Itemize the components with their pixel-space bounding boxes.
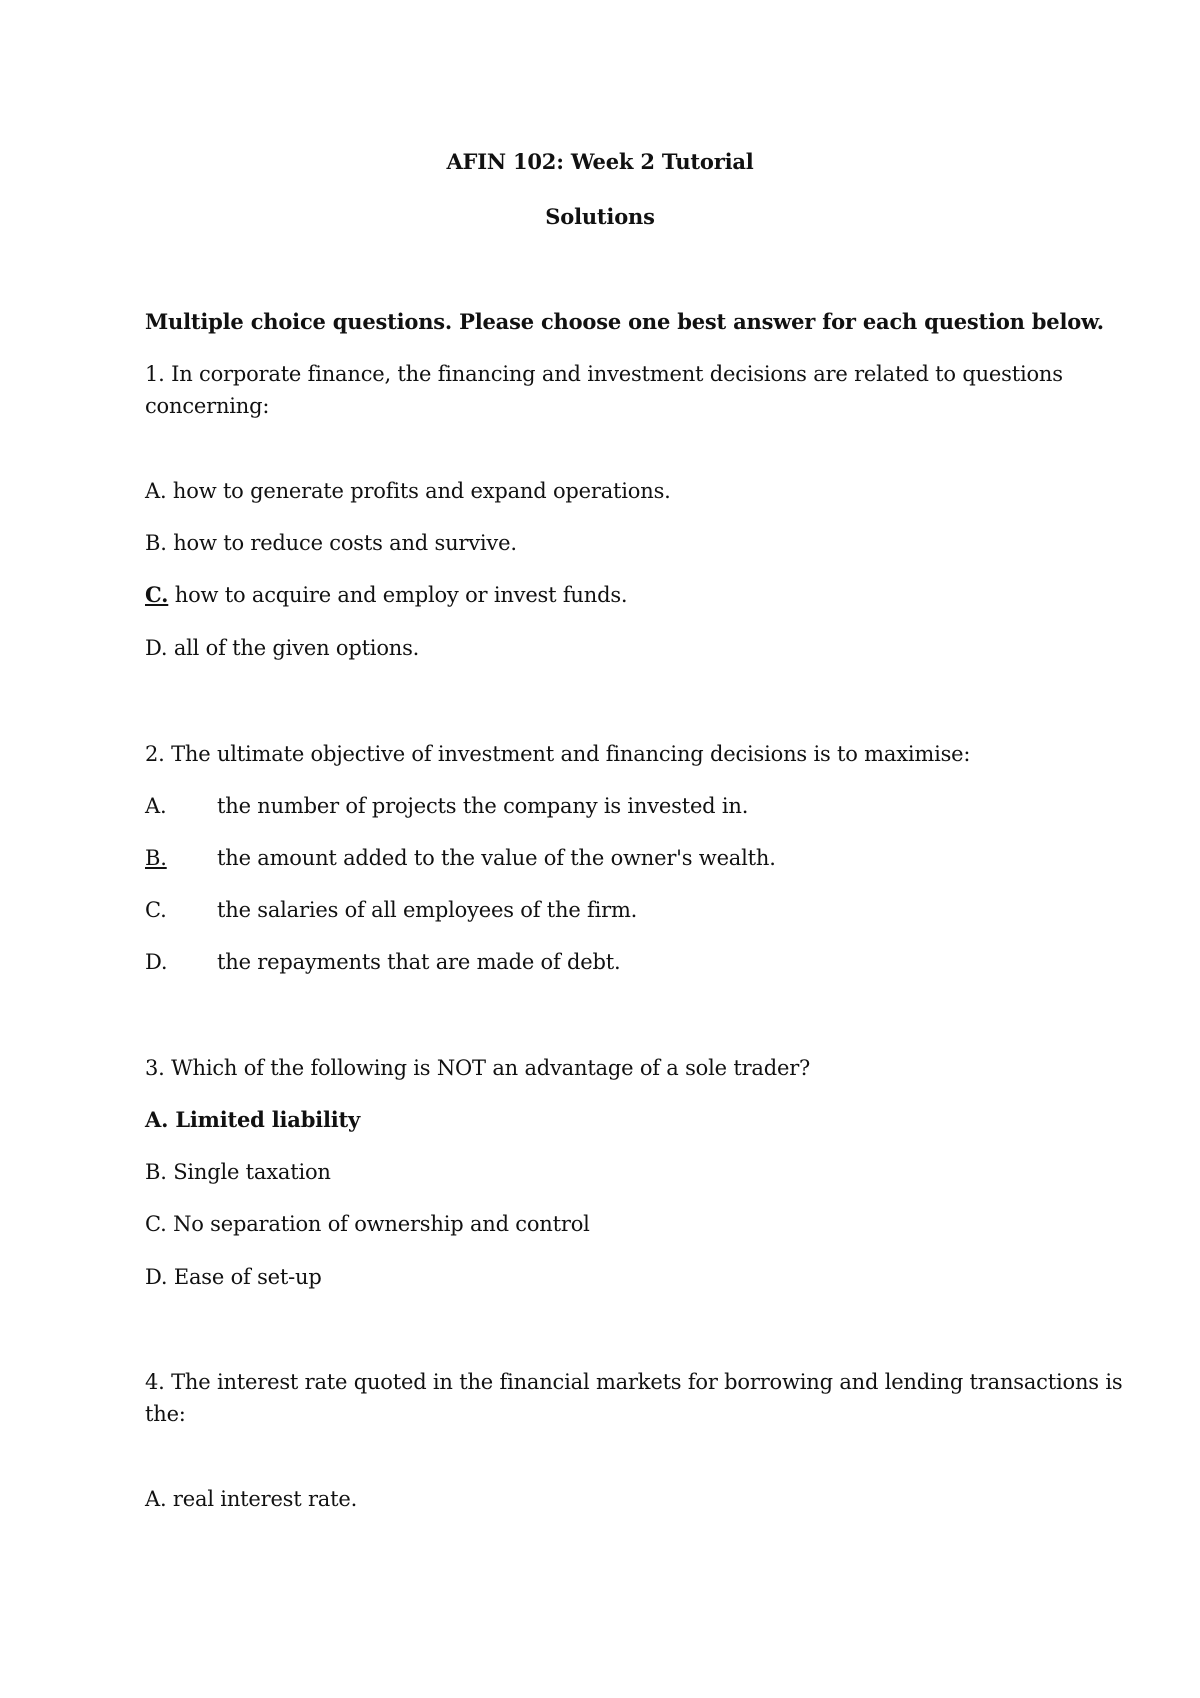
question-3-option-a-correct — [145, 1104, 360, 1136]
option-text: the repayments that are made of debt. — [217, 950, 621, 974]
option-text: the amount added to the value of the owner's wealth. — [217, 846, 776, 870]
option-letter: D. — [145, 1265, 168, 1289]
question-3-stem: 3. Which of the following is NOT an advantage of a sole trader? — [145, 1056, 811, 1080]
question-3-option-c — [145, 1208, 590, 1240]
option-letter: D. — [145, 950, 168, 974]
correct-answer-letter: B. — [145, 846, 167, 870]
question-2-option-c — [145, 894, 637, 926]
option-letter: B. — [145, 1160, 167, 1184]
option-text: all of the given options. — [167, 636, 420, 660]
question-1-option-c-correct — [145, 579, 627, 611]
question-4-option-a — [145, 1483, 357, 1515]
option-letter: A. — [145, 794, 167, 818]
option-letter: B. — [145, 531, 167, 555]
option-text: how to reduce costs and survive. — [166, 531, 517, 555]
page-title: AFIN 102: Week 2 Tutorial — [446, 149, 754, 174]
option-text: Limited liability — [168, 1107, 361, 1132]
question-3-option-d — [145, 1261, 322, 1293]
option-text: Ease of set-up — [167, 1265, 322, 1289]
option-letter-wrap — [145, 842, 217, 874]
question-2-option-b-correct — [145, 842, 776, 874]
question-1-stem-line-2: concerning: — [145, 394, 270, 418]
option-text: how to generate profits and expand operations. — [166, 479, 671, 503]
option-letter: C. — [145, 1212, 167, 1236]
question-1-option-b — [145, 527, 517, 559]
option-letter: D. — [145, 636, 168, 660]
question-2-option-d — [145, 946, 620, 978]
question-1-option-d — [145, 632, 419, 664]
option-letter: C. — [145, 898, 167, 922]
question-2-option-a — [145, 790, 748, 822]
instructions: Multiple choice questions. Please choose one best answer for each question below. — [145, 309, 1104, 334]
option-letter: A. — [145, 479, 167, 503]
option-letter: A. — [145, 1487, 167, 1511]
question-4-stem-line-2: the: — [145, 1402, 186, 1426]
correct-answer-letter: C. — [145, 582, 169, 607]
option-text: Single taxation — [166, 1160, 331, 1184]
question-3-option-b — [145, 1156, 331, 1188]
option-text: the salaries of all employees of the firm. — [217, 898, 638, 922]
option-text: real interest rate. — [166, 1487, 358, 1511]
question-1-option-a — [145, 475, 671, 507]
page-subtitle: Solutions — [545, 204, 655, 229]
option-text: No separation of ownership and control — [166, 1212, 590, 1236]
correct-answer-letter: A. — [145, 1107, 169, 1132]
question-4-stem-line-1: 4. The interest rate quoted in the financial markets for borrowing and lending transactions is — [145, 1370, 1123, 1394]
option-text: the number of projects the company is invested in. — [217, 794, 749, 818]
option-text: how to acquire and employ or invest funds. — [168, 583, 628, 607]
question-2-stem: 2. The ultimate objective of investment and financing decisions is to maximise: — [145, 742, 971, 766]
question-1-stem-line-1: 1. In corporate finance, the financing and investment decisions are related to questions — [145, 362, 1063, 386]
